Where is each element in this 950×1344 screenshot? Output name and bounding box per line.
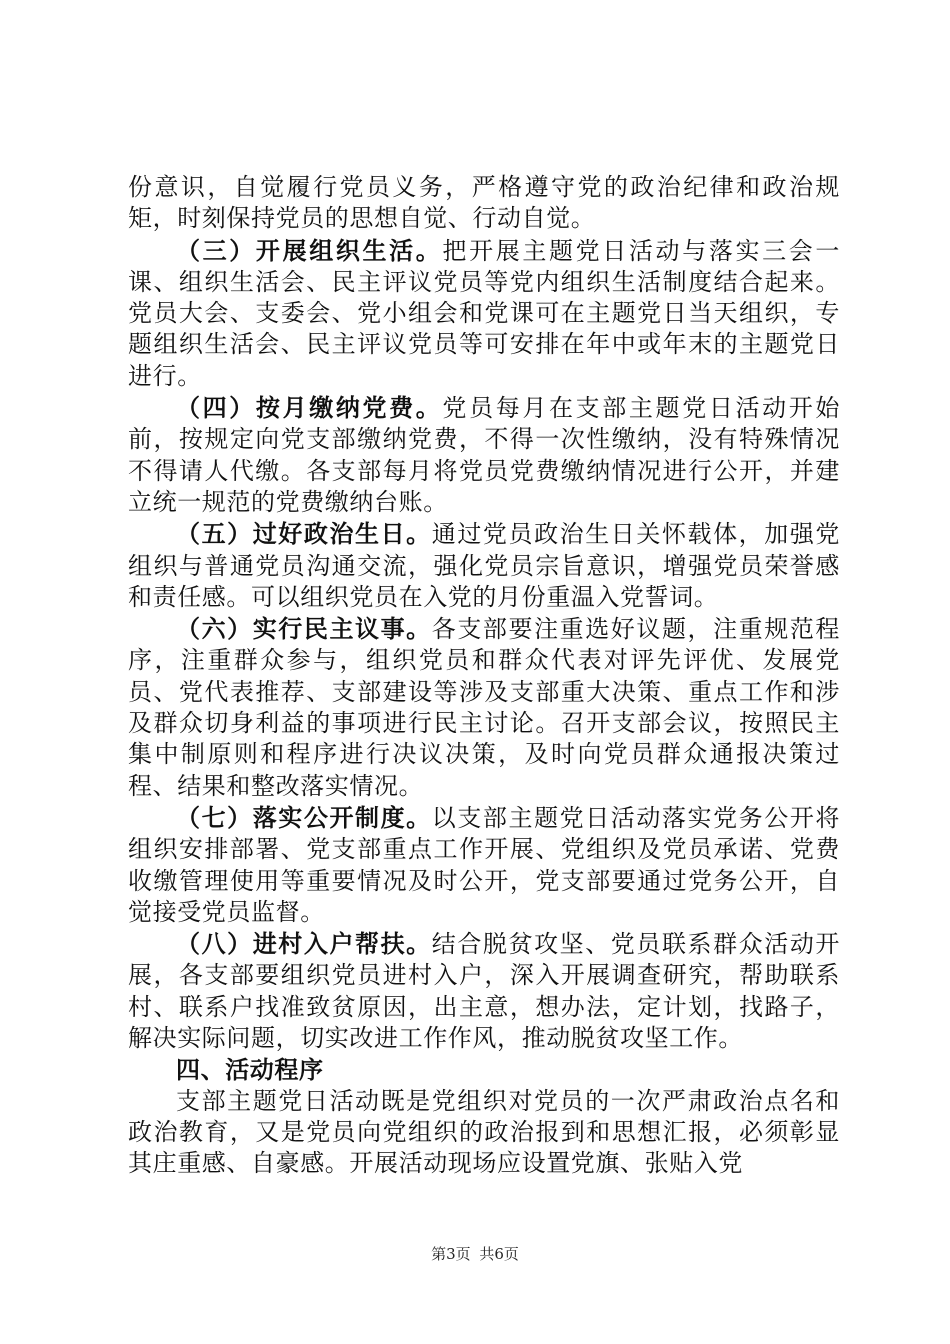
paragraph-heading: （三）开展组织生活。 xyxy=(176,235,443,265)
paragraph-text: 把开展主题党日活动与落实三会一课、组织生活会、民主评议党员等党内组织生活制度结合起来。党员大会、支委会、党小组会和党课可在主题党日当天组织，专题组织生活会、民主评议党员等可安排在年中或年末的主题党日进行。 xyxy=(128,236,841,390)
paragraph-village-assistance xyxy=(128,928,840,1054)
paragraph-text: 结合脱贫攻坚、党员联系群众活动开展，各支部要组织党员进村入户，深入开展调查研究，帮助联系村、联系户找准致贫原因，出主意，想办法，定计划，找路子，解决实际问题，切实改进工作作风，推动脱贫攻坚工作。 xyxy=(128,930,840,1053)
section-heading: 四、活动程序 xyxy=(176,1055,324,1085)
paragraph-continuation xyxy=(128,172,840,235)
document-body xyxy=(128,172,840,1180)
page-number: 第3页 xyxy=(431,1245,471,1263)
paragraph-organize-activities xyxy=(128,235,840,392)
paragraph-heading: （四）按月缴纳党费。 xyxy=(176,393,443,423)
paragraph-heading: （五）过好政治生日。 xyxy=(176,519,432,549)
paragraph-political-birthday xyxy=(128,518,840,613)
paragraph-heading: （七）落实公开制度。 xyxy=(176,802,432,832)
paragraph-text: 通过党员政治生日关怀载体，加强党组织与普通党员沟通交流，强化党员宗旨意识，增强党员荣誉感和责任感。可以组织党员在入党的月份重温入党誓词。 xyxy=(128,520,840,611)
page-total: 共6页 xyxy=(479,1245,519,1263)
paragraph-heading: （八）进村入户帮扶。 xyxy=(176,929,432,959)
paragraph-heading: （六）实行民主议事。 xyxy=(176,614,432,644)
paragraph-text: 支部主题党日活动既是党组织对党员的一次严肃政治点名和政治教育，又是党员向党组织的政治报到和思想汇报，必须彰显其庄重感、自豪感。开展活动现场应设置党旗、张贴入党 xyxy=(128,1086,840,1178)
paragraph-text: 党员每月在支部主题党日活动开始前，按规定向党支部缴纳党费，不得一次性缴纳，没有特殊情况不得请人代缴。各支部每月将党员党费缴纳情况进行公开，并建立统一规范的党费缴纳台账。 xyxy=(128,394,841,516)
paragraph-text: 以支部主题党日活动落实党务公开将组织安排部署、党支部重点工作开展、党组织及党员承诺、党费收缴管理使用等重要情况及时公开，党支部要通过党务公开，自觉接受党员监督。 xyxy=(128,803,840,926)
paragraph-democratic-discussion xyxy=(128,613,840,802)
paragraph-closing xyxy=(128,1086,840,1180)
paragraph-text: 各支部要注重选好议题，注重规范程序，注重群众参与，组织党员和群众代表对评先评优、发展党员、党代表推荐、支部建设等涉及支部重大决策、重点工作和涉及群众切身利益的事项进行民主讨论。召开支部会议，按照民主集中制原则和程序进行决议决策，及时向党员群众通报决策过程、结果和整改落实情况。 xyxy=(128,615,840,800)
paragraph-party-dues xyxy=(128,392,840,518)
page-footer xyxy=(0,1243,950,1264)
paragraph-openness-system xyxy=(128,802,840,928)
paragraph-text: 份意识，自觉履行党员义务，严格遵守党的政治纪律和政治规矩，时刻保持党员的思想自觉、行动自觉。 xyxy=(128,173,840,233)
